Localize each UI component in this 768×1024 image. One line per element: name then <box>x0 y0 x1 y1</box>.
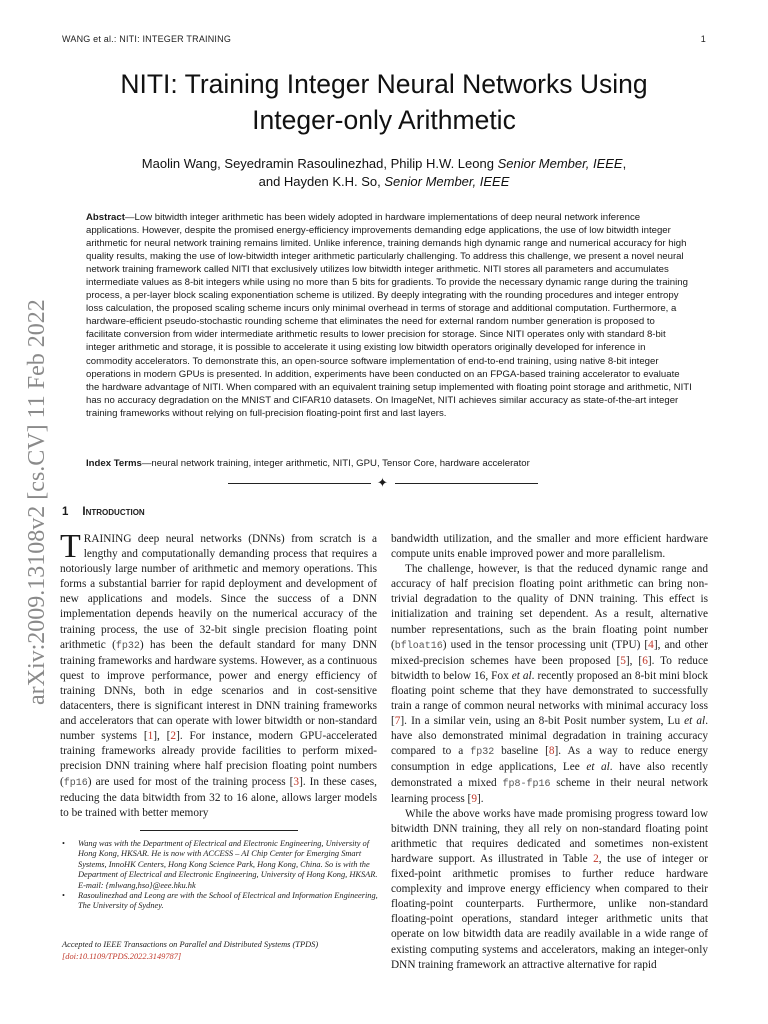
intro-paragraph-1 <box>60 528 378 821</box>
authors-role-2: Senior Member, IEEE <box>384 174 510 189</box>
text-run: baseline [ <box>494 745 549 758</box>
title-line-1: NITI: Training Integer Neural Networks Using <box>120 69 648 99</box>
intro-paragraph-3 <box>391 807 708 973</box>
footnote-1-text: Wang was with the Department of Electrical and Electronic Engineering, University of Hong Kong, HKSAR. He is now with ACCESS – AI Chip Center for Emerging Smart Systems, InnoHK Centers, Hong Kong Science Park, Hong Kong, China. So is with the Department of Electrical and Electronic Engineering, University of Hong Kong, HKSAR. <box>78 839 378 880</box>
text-run: et al <box>684 715 706 728</box>
section-number: 1 <box>62 506 69 518</box>
citation-link[interactable]: 1 <box>147 730 154 743</box>
text-run: ], and other mixed-precision schemes have been proposed [ <box>391 638 708 667</box>
text-run: . have also recently demonstrated a mixed <box>391 761 709 789</box>
doi-link[interactable]: [doi:10.1109/TPDS.2022.3149787] <box>62 952 182 961</box>
abstract-text: —Low bitwidth integer arithmetic has been widely adopted in hardware implementations of deep neural network inference applications. However, despite the promised energy-efficiency improvements demanding edge applications, the use of low bitwidth integer arithmetic for neural network training remains limited. Unlike inference, training demands high dynamic range and numerical accuracy for high quality results, making the use of low-bitwidth integer arithmetic particularly challenging. To address this challenge, we present a novel neural network training framework called NITI that exclusively utilizes low bitwidth integer arithmetic. NITI stores all parameters and accumulates intermediate values as 8-bit integers while using no more than 5 bits for gradients. To provide the necessary dynamic range during the training process, a per-layer block scaling exponentiation scheme is utilized. By deeply integrating with the rounding procedures and integer entropy loss calculation, the proposed scaling scheme incurs only minimal overhead in terms of storage and additional computation. Furthermore, a hardware-efficient pseudo-stochastic rounding scheme that eliminates the need for external random number generation is proposed to facilitate conversion from wider intermediate arithmetic results to lower precision for storage. Since NITI operates only with standard 8-bit integer arithmetic and storage, it is possible to accelerate it using existing low bitwidth operators originally developed for inference in commodity accelerators. To demonstrate this, an open-source software implementation of end-to-end training, using native 8-bit integer operations in modern GPUs is presented. In addition, experiments have been conducted on an FPGA-based training accelerator to evaluate the hardware advantage of NITI. When compared with an equivalent training setup implemented with floating point storage and arithmetic, NITI has no accuracy degradation on the MNIST and CIFAR10 datasets. On ImageNet, NITI achieves similar accuracy as state-of-the-art integer training frameworks without relying on full-precision floating-point first and last layers. <box>86 212 692 419</box>
text-run: ]. To reduce bitwidth to below 16, Fox <box>391 654 708 682</box>
text-run: ], [ <box>153 730 171 743</box>
footnote-2-text: Rasoulinezhad and Leong are with the School of Electrical and Information Engineering, The University of Sydney. <box>78 891 378 911</box>
footnote-1 <box>62 839 380 891</box>
footnotes <box>62 839 380 912</box>
authors-role-1: Senior Member, IEEE <box>497 156 623 171</box>
code-fp8-fp16: fp8-fp16 <box>502 778 551 790</box>
running-header-title: WANG et al.: NITI: INTEGER TRAINING <box>62 34 232 44</box>
abstract <box>86 211 692 420</box>
text-run: RAINING deep neural networks (DNNs) from scratch is a lengthy and computationally demanding process that requires a notoriously large number of arithmetic and memory operations. This forms a substantial barrier for rapid deployment and development of new applications and models. Since the success of a DNN implementation depends heavily on the numerical accuracy of the training process, the use of 32-bit single precision floating point arithmetic ( <box>60 533 377 651</box>
section-heading <box>62 506 145 518</box>
code-fp32: fp32 <box>470 747 495 759</box>
page-number: 1 <box>700 34 706 44</box>
text-run: ]. In a similar vein, using an 8-bit Posit number system, Lu <box>400 715 685 728</box>
authors-line-1: Maolin Wang, Seyedramin Rasoulinezhad, Philip H.W. Leong <box>141 156 494 171</box>
right-column <box>391 532 708 973</box>
citation-link[interactable]: 5 <box>620 654 626 667</box>
citation-link[interactable]: 4 <box>648 638 654 651</box>
author-list: Maolin Wang, Seyedramin Rasoulinezhad, Philip H.W. Leong Senior Member, IEEE, and Hayden K.H. So, Senior Member, IEEE <box>141 156 627 189</box>
intro-paragraph-1-cont: bandwidth utilization, and the smaller and more efficient hardware compute units enable improved power and more parallelism. <box>391 533 708 561</box>
index-terms <box>86 457 692 470</box>
title-line-2: Integer-only Arithmetic <box>252 105 516 135</box>
citation-link[interactable]: 7 <box>394 715 401 728</box>
text-run: . have also demonstrated minimal degradation in training accuracy compared to a <box>391 715 709 758</box>
code-fp16: fp16 <box>63 777 88 789</box>
index-terms-label: Index Terms <box>86 458 142 469</box>
text-run: ]. As a way to reduce energy consumption in edge applications, Lee <box>391 745 708 774</box>
code-bfloat16: bfloat16 <box>394 640 443 652</box>
bullet-icon: • <box>62 891 65 901</box>
acceptance-text: Accepted to IEEE Transactions on Parallel and Distributed Systems (TPDS) <box>62 940 319 949</box>
paper-title <box>62 66 706 138</box>
citation-link[interactable]: 9 <box>471 792 477 805</box>
text-run: ]. For instance, modern GPU-accelerated training frameworks already provide facilities to perform mixed-precision DNN training where half precision floating point numbers ( <box>60 730 377 788</box>
intro-paragraph-2 <box>391 562 708 807</box>
text-run: ], [ <box>625 654 643 667</box>
table-link[interactable]: 2 <box>593 852 599 865</box>
citation-link[interactable]: 3 <box>293 775 300 788</box>
text-run: scheme in their neural network learning process [ <box>391 776 708 805</box>
arxiv-stamp-text: arXiv:2009.13108v2 [cs.CV] 11 Feb 2022 <box>24 299 50 705</box>
divider-line-right <box>395 483 538 484</box>
arxiv-stamp <box>10 285 56 705</box>
citation-link[interactable]: 8 <box>548 745 555 758</box>
drop-cap: T <box>60 528 81 565</box>
text-run: et al <box>586 761 610 774</box>
text-run: ) has been the default standard for many DNN training frameworks and hardware systems. However, as a continuous quest to improve performance, power and energy efficiency of training DNNs, both in edge scenarios and in cost-sensitive datacenters, there is significant interest in DNN training frameworks and accelerators that can operate with lower bitwidth or non-standard number systems [ <box>60 638 377 743</box>
running-header <box>62 34 706 44</box>
text-run: , the use of integer or fixed-point arithmetic promises to further reduce hardware complexity and improve energy efficiency when compared to their floating-point counterparts. Furthermore, unlike non-standard floating-point operations, standard integer arithmetic units that operate on low bitwidth data are readily available in a wide range of existing computing systems and accelerators, making an integer-only DNN training framework an attractive alternative for rapid <box>391 852 708 971</box>
footnote-2 <box>62 891 380 912</box>
divider-star-icon: ✦ <box>377 475 388 490</box>
text-run: The challenge, however, is that the reduced dynamic range and accuracy of half precision floating point arithmetic can bring non-trivial degradation to the quality of DNN training. This effect is initialization and training set dependent. As a result, alternative number representations, such as the brain floating point number ( <box>391 563 708 651</box>
left-column <box>60 528 378 821</box>
bullet-icon: • <box>62 839 65 848</box>
text-run: ) are used for most of the training process [ <box>87 775 294 788</box>
section-name: Introduction <box>82 506 145 518</box>
abstract-label: Abstract <box>86 212 125 223</box>
citation-link[interactable]: 2 <box>170 730 177 743</box>
authors-line-2: and Hayden K.H. So, <box>258 174 381 189</box>
footnote-rule <box>140 830 298 831</box>
index-terms-text: —neural network training, integer arithmetic, NITI, GPU, Tensor Core, hardware accelerator <box>141 458 530 469</box>
text-run: ) used in the tensor processing unit (TPU) [ <box>442 638 649 651</box>
acceptance-note <box>62 939 392 963</box>
divider-line-left <box>228 483 371 484</box>
footnote-email: E-mail: {mlwang,hso}@eee.hku.hk <box>78 880 196 890</box>
text-run: et al <box>511 669 532 682</box>
citation-link[interactable]: 6 <box>642 654 648 667</box>
text-run: ]. In these cases, reducing the data bitwidth from 32 to 16 alone, allows larger models to be trained with better memory <box>60 775 378 819</box>
text-run: ]. <box>476 792 484 805</box>
section-divider <box>228 475 538 490</box>
text-run: While the above works have made promising progress toward low bitwidth DNN training, they all rely on non-standard floating point arithmetic that requires dedicated and sometimes non-existent hardware support. As illustrated in Table <box>391 807 708 865</box>
code-fp32: fp32 <box>115 640 140 652</box>
text-run: . recently proposed an 8-bit mini block floating point scheme that they have demonstrated to successfully train a range of common neural networks with minimal accuracy loss [ <box>391 669 709 728</box>
